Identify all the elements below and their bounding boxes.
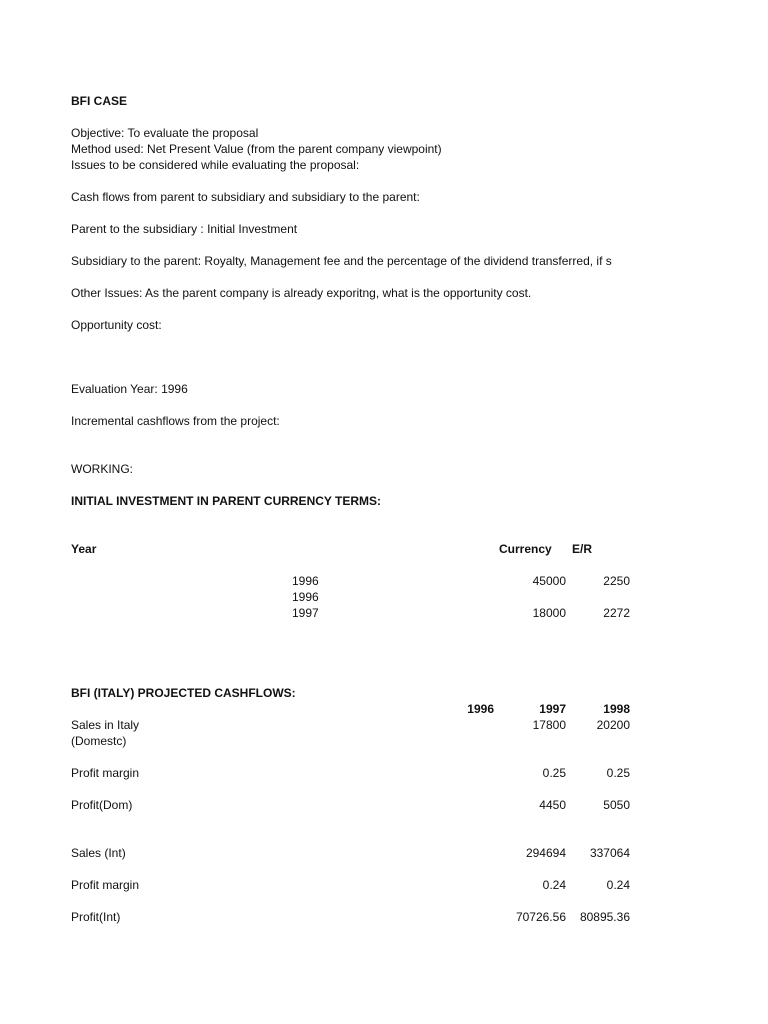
value-1998: 5050 [603,798,630,812]
row-label-profit-margin-dom: Profit margin [71,766,140,780]
value-1997: 4450 [539,798,566,812]
value-1997: 0.24 [542,878,566,892]
value-1998: 80895.36 [579,910,630,924]
investment-row-er: 2250 [603,574,630,588]
row-label-sales-int: Sales (Int) [71,846,126,860]
investment-row-er: 2272 [603,606,630,620]
value-1998: 0.24 [606,878,630,892]
evaluation-year-text: Evaluation Year: 1996 [71,382,188,396]
issues-text: Issues to be considered while evaluating the proposal: [71,158,360,172]
value-1997: 294694 [525,846,566,860]
working-heading: WORKING: [71,462,133,476]
subsidiary-to-parent-text: Subsidiary to the parent: Royalty, Management fee and the percentage of the dividend transferred, if s [71,254,612,268]
projection-year-1996: 1996 [467,702,494,716]
row-label-profit-int: Profit(Int) [71,910,121,924]
investment-row-year: 1996 [292,574,319,588]
value-1998: 0.25 [606,766,630,780]
investment-row-currency: 45000 [532,574,566,588]
value-1997: 17800 [532,718,566,732]
investment-row-year: 1996 [292,590,319,604]
value-1998: 20200 [596,718,630,732]
row-label-sales-italy: Sales in Italy [71,718,140,732]
value-1997: 70726.56 [515,910,566,924]
parent-to-subsidiary-text: Parent to the subsidiary : Initial Investment [71,222,298,236]
projection-heading: BFI (ITALY) PROJECTED CASHFLOWS: [71,686,296,700]
method-text: Method used: Net Present Value (from the parent company viewpoint) [71,142,442,156]
document-title: BFI CASE [71,94,128,108]
investment-header-year: Year [71,542,97,556]
investment-row-currency: 18000 [532,606,566,620]
projection-year-1997: 1997 [539,702,566,716]
incremental-cashflows-text: Incremental cashflows from the project: [71,414,280,428]
opportunity-cost-text: Opportunity cost: [71,318,162,332]
investment-header-currency: Currency [499,542,552,556]
row-label-profit-dom: Profit(Dom) [71,798,133,812]
initial-investment-heading: INITIAL INVESTMENT IN PARENT CURRENCY TERMS: [71,494,382,508]
row-label-profit-margin-int: Profit margin [71,878,140,892]
row-label-sales-italy-sub: (Domestc) [71,734,127,748]
value-1998: 337064 [589,846,630,860]
investment-header-er: E/R [572,542,593,556]
objective-text: Objective: To evaluate the proposal [71,126,259,140]
other-issues-text: Other Issues: As the parent company is already exporitng, what is the opportunity cost. [71,286,532,300]
investment-row-year: 1997 [292,606,319,620]
cashflows-heading: Cash flows from parent to subsidiary and subsidiary to the parent: [71,190,420,204]
projection-year-1998: 1998 [603,702,630,716]
value-1997: 0.25 [542,766,566,780]
